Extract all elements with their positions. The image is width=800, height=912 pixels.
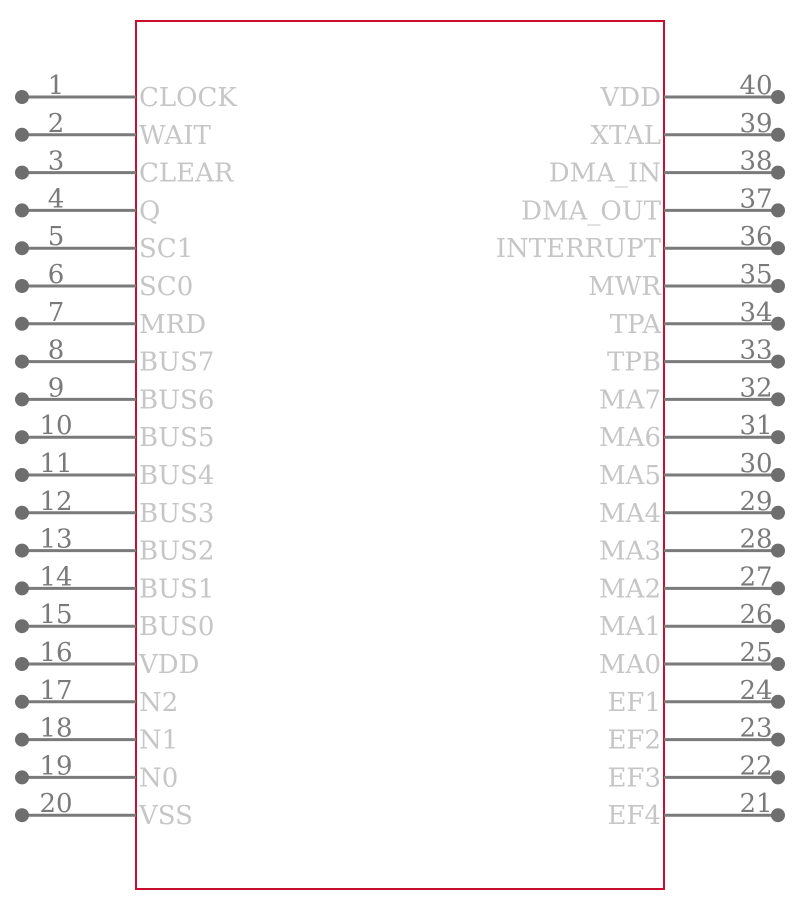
pin-25	[599, 638, 785, 680]
pin-3	[15, 147, 235, 189]
pin-number: 25	[739, 638, 773, 668]
pin-30	[599, 449, 785, 491]
pin-name: BUS7	[139, 347, 215, 378]
pin-number: 33	[739, 335, 773, 366]
pin-name: CLEAR	[139, 158, 234, 189]
pin-endpoint-dot	[15, 430, 29, 444]
pin-33	[607, 336, 785, 378]
pin-35	[588, 260, 785, 302]
pin-38	[549, 147, 785, 189]
pin-21	[607, 789, 785, 831]
pin-23	[607, 714, 785, 756]
pin-17	[15, 676, 178, 718]
pin-number: 22	[739, 751, 773, 782]
pin-name: BUS1	[139, 574, 215, 605]
pin-name: DMA_IN	[548, 158, 661, 189]
pin-11	[15, 449, 214, 491]
pin-name: MA1	[599, 612, 661, 643]
pin-name: SC1	[139, 234, 194, 265]
pin-5	[15, 222, 193, 264]
pin-endpoint-dot	[771, 355, 785, 369]
pin-number: 18	[39, 713, 73, 744]
pin-endpoint-dot	[15, 468, 29, 482]
pin-number: 31	[739, 411, 773, 442]
pin-name: EF2	[607, 725, 661, 756]
pin-name: MA2	[599, 574, 661, 605]
pin-endpoint-dot	[771, 695, 785, 709]
pin-number: 6	[47, 260, 65, 290]
component-body-outline	[136, 21, 664, 889]
pin-number: 12	[39, 486, 73, 517]
pin-7	[15, 298, 206, 340]
pin-endpoint-dot	[15, 506, 29, 520]
pin-endpoint-dot	[771, 808, 785, 822]
pin-number: 35	[739, 260, 773, 290]
pin-endpoint-dot	[15, 544, 29, 558]
pin-number: 11	[39, 449, 73, 479]
pin-endpoint-dot	[15, 657, 29, 671]
pin-endpoint-dot	[15, 90, 29, 104]
pin-number: 21	[739, 789, 773, 820]
pin-name: CLOCK	[139, 83, 237, 113]
pin-9	[15, 373, 214, 415]
pin-endpoint-dot	[15, 355, 29, 369]
pin-40	[600, 71, 785, 113]
pin-29	[599, 487, 785, 529]
pin-name: WAIT	[139, 120, 211, 151]
pin-endpoint-dot	[15, 770, 29, 784]
pin-number: 38	[739, 146, 773, 177]
pin-6	[15, 260, 193, 302]
pin-name: N1	[139, 725, 179, 756]
pin-endpoint-dot	[15, 581, 29, 595]
pin-name: DMA_OUT	[521, 196, 661, 227]
pin-37	[521, 184, 785, 226]
pin-name: EF3	[607, 763, 661, 794]
pin-34	[610, 298, 785, 340]
pin-12	[15, 487, 214, 529]
pin-number: 1	[47, 71, 65, 101]
pin-endpoint-dot	[15, 808, 29, 822]
pin-name: BUS2	[139, 536, 215, 567]
pin-endpoint-dot	[771, 581, 785, 595]
pin-name: TPA	[609, 309, 661, 340]
pin-4	[15, 184, 160, 226]
pin-name: MA3	[599, 536, 661, 567]
pin-name: N2	[139, 687, 179, 718]
pin-endpoint-dot	[771, 128, 785, 142]
pin-endpoint-dot	[771, 392, 785, 406]
pin-number: 8	[47, 335, 65, 366]
pin-endpoint-dot	[15, 317, 29, 331]
pin-number: 24	[739, 675, 773, 706]
pin-name: MA4	[599, 498, 661, 529]
pin-16	[15, 638, 199, 680]
pin-name: XTAL	[590, 120, 661, 151]
pin-endpoint-dot	[771, 770, 785, 784]
pin-endpoint-dot	[15, 619, 29, 633]
pin-number: 26	[739, 600, 773, 631]
pin-number: 2	[47, 108, 65, 139]
pin-name: EF1	[607, 687, 661, 718]
pin-24	[607, 676, 785, 718]
pin-endpoint-dot	[15, 392, 29, 406]
pin-endpoint-dot	[771, 166, 785, 180]
pin-endpoint-dot	[771, 90, 785, 104]
pin-endpoint-dot	[771, 468, 785, 482]
left-pin-group	[15, 71, 237, 831]
pin-39	[591, 109, 785, 151]
pin-endpoint-dot	[771, 241, 785, 255]
pin-endpoint-dot	[771, 619, 785, 633]
pin-number: 32	[739, 373, 773, 404]
pin-name: TPB	[607, 347, 661, 378]
pin-endpoint-dot	[771, 317, 785, 331]
pin-endpoint-dot	[771, 430, 785, 444]
pin-number: 13	[39, 524, 73, 555]
pin-20	[15, 789, 193, 831]
pin-number: 40	[739, 71, 773, 101]
pin-name: BUS3	[139, 498, 215, 529]
pin-number: 34	[739, 297, 773, 328]
pin-number: 3	[47, 146, 65, 177]
pin-2	[15, 109, 211, 151]
pin-endpoint-dot	[15, 695, 29, 709]
pin-28	[599, 525, 785, 567]
pin-number: 17	[39, 675, 73, 706]
pin-32	[599, 373, 785, 415]
pin-endpoint-dot	[771, 544, 785, 558]
pin-8	[15, 336, 214, 378]
pin-endpoint-dot	[771, 733, 785, 747]
pin-name: MA7	[599, 385, 661, 416]
pin-13	[15, 525, 214, 567]
pin-endpoint-dot	[771, 506, 785, 520]
pin-endpoint-dot	[15, 733, 29, 747]
pin-name: Q	[139, 196, 161, 227]
pin-endpoint-dot	[15, 128, 29, 142]
pin-number: 30	[739, 449, 773, 479]
pin-number: 4	[47, 184, 65, 215]
pin-name: MA5	[599, 461, 661, 491]
right-pin-group	[496, 71, 785, 831]
pin-name: SC0	[139, 272, 194, 302]
pin-number: 29	[739, 486, 773, 517]
pin-26	[599, 600, 785, 642]
pin-number: 23	[739, 713, 773, 744]
pin-number: 7	[47, 297, 65, 328]
pin-endpoint-dot	[771, 203, 785, 217]
pin-endpoint-dot	[771, 657, 785, 671]
pin-1	[15, 71, 237, 113]
pin-18	[15, 714, 178, 756]
pin-name: BUS0	[139, 612, 215, 643]
pin-27	[599, 562, 785, 604]
pin-number: 15	[39, 600, 73, 631]
pin-name: INTERRUPT	[495, 234, 661, 265]
pin-endpoint-dot	[15, 166, 29, 180]
pin-endpoint-dot	[15, 203, 29, 217]
pin-number: 28	[739, 524, 773, 555]
pin-22	[607, 751, 785, 793]
pin-number: 39	[739, 108, 773, 139]
pin-name: BUS4	[139, 461, 215, 491]
pin-endpoint-dot	[15, 279, 29, 293]
pin-endpoint-dot	[771, 279, 785, 293]
pin-name: MWR	[588, 272, 661, 302]
pin-number: 19	[39, 751, 73, 782]
pin-name: BUS6	[139, 385, 215, 416]
pin-endpoint-dot	[15, 241, 29, 255]
pin-name: BUS5	[139, 423, 215, 454]
pin-name: VSS	[139, 801, 193, 832]
pin-name: MA0	[599, 650, 661, 680]
pin-number: 36	[739, 222, 773, 253]
pin-14	[15, 562, 214, 604]
pin-name: N0	[139, 763, 179, 794]
pin-number: 10	[39, 411, 73, 442]
pin-number: 16	[39, 638, 73, 668]
pin-19	[15, 751, 178, 793]
pin-name: VDD	[139, 650, 200, 680]
pin-name: MA6	[599, 423, 661, 454]
pin-10	[15, 411, 214, 453]
pin-number: 27	[739, 562, 773, 593]
pin-number: 20	[39, 789, 73, 820]
pin-name: EF4	[607, 801, 661, 832]
pin-number: 9	[47, 373, 65, 404]
pin-number: 5	[47, 222, 65, 253]
pin-36	[496, 222, 785, 264]
pin-name: MRD	[139, 309, 207, 340]
pin-31	[599, 411, 785, 453]
pin-number: 37	[739, 184, 773, 215]
pin-number: 14	[39, 562, 73, 593]
pin-15	[15, 600, 214, 642]
pin-name: VDD	[600, 83, 661, 113]
